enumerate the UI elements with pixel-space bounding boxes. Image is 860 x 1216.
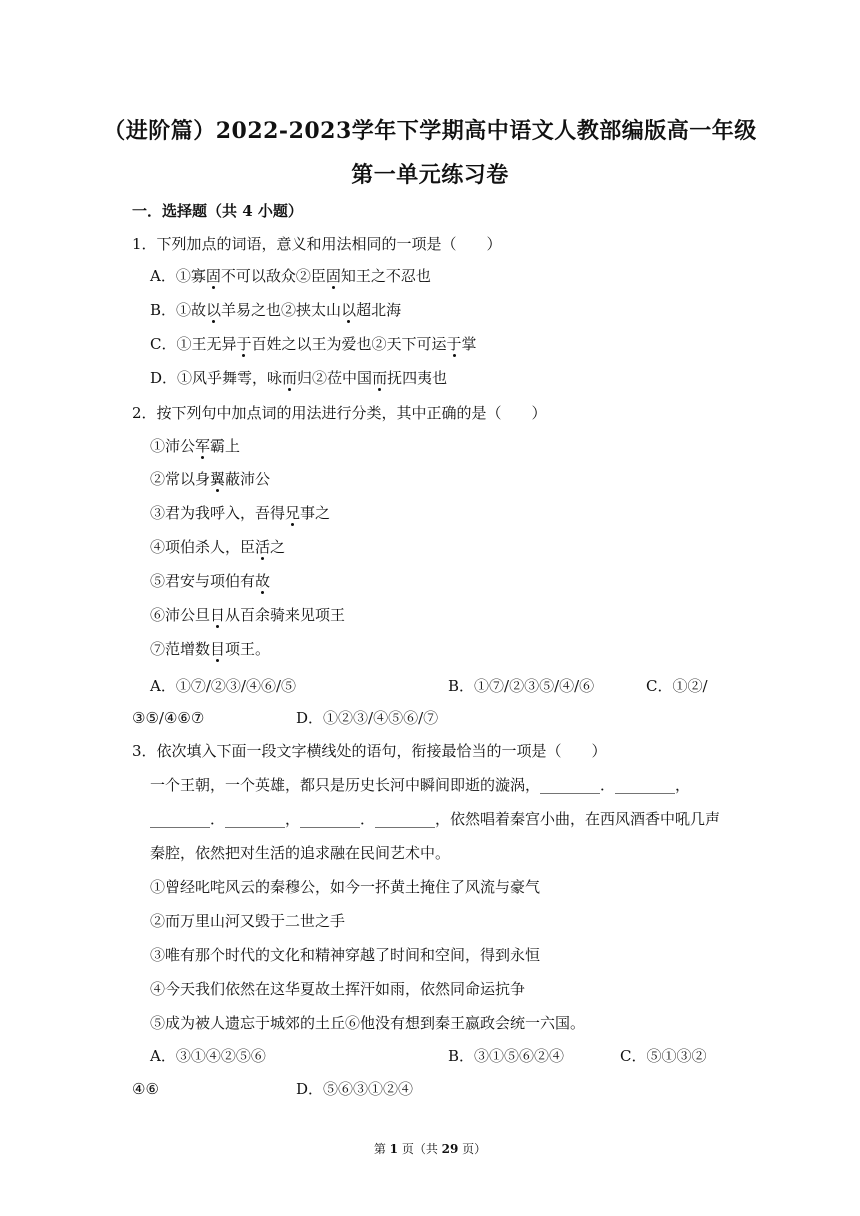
q3-option-a: A．③①④②⑤⑥: [150, 1047, 266, 1065]
page-footer: 第 1 页（共 29 页）: [373, 1142, 487, 1156]
q2-item: ⑥沛公旦日从百余骑来见项王: [150, 606, 346, 624]
q1-option-c: C．①王无异于百姓之以王为爱也②天下可运于掌: [150, 335, 477, 353]
page-total: 29: [441, 1142, 459, 1156]
q3-option-c-continued: ④⑥: [132, 1080, 159, 1098]
q3-option-b: B．③①⑤⑥②④: [448, 1047, 565, 1065]
q2-item: ⑦范增数目项王。: [150, 640, 271, 658]
q3-item: ①曾经叱咤风云的秦穆公，如今一抔黄土掩住了风流与豪气: [150, 878, 541, 896]
q1-option-b: B．①故以羊易之也②挟太山以超北海: [150, 301, 402, 319]
q2-option-b: B．①⑦/②③⑤/④/⑥: [448, 677, 595, 695]
q2-item: ①沛公军霸上: [150, 437, 241, 455]
page-number: 1: [389, 1142, 398, 1156]
question-2-stem: 2．按下列句中加点词的用法进行分类，其中正确的是（ ）: [132, 404, 547, 422]
q2-option-c-continued: ③⑤/④⑥⑦: [132, 709, 205, 727]
q2-option-c: C．①②/: [646, 677, 708, 695]
q3-item: ②而万里山河又毁于二世之手: [150, 912, 346, 930]
q1-option-d: D．①风乎舞雩，咏而归②莅中国而抚四夷也: [150, 369, 448, 387]
question-1-stem: 1．下列加点的词语，意义和用法相同的一项是（ ）: [132, 235, 502, 253]
section-heading: 一．选择题（共 4 小题）: [132, 202, 303, 220]
q2-item: ⑤君安与项伯有故: [150, 572, 271, 590]
q2-item: ④项伯杀人，臣活之: [150, 538, 286, 556]
page-title-line2: 第一单元练习卷: [351, 162, 509, 188]
q3-option-d: D．⑤⑥③①②④: [296, 1080, 414, 1098]
q2-option-d: D．①②③/④⑤⑥/⑦: [296, 709, 439, 727]
question-3-stem: 3．依次填入下面一段文字横线处的语句，衔接最恰当的一项是（ ）: [132, 742, 607, 760]
q3-item: ④今天我们依然在这华夏故土挥汗如雨，依然同命运抗争: [150, 980, 526, 998]
q3-passage-line2: ________．________，________．________，依然唱着秦宫小曲，在西风酒香中吼几声: [150, 810, 721, 828]
q3-passage-line3: 秦腔，依然把对生活的追求融在民间艺术中。: [150, 844, 451, 862]
page-title-line1: （进阶篇）2022-2023学年下学期高中语文人教部编版高一年级: [103, 118, 757, 144]
q3-item: ③唯有那个时代的文化和精神穿越了时间和空间，得到永恒: [150, 946, 541, 964]
q2-option-a: A．①⑦/②③/④⑥/⑤: [150, 677, 296, 695]
q3-item: ⑤成为被人遗忘于城郊的土丘⑥他没有想到秦王嬴政会统一六国。: [150, 1014, 586, 1032]
q2-item: ③君为我呼入，吾得兄事之: [150, 504, 331, 522]
q3-option-c: C．⑤①③②: [620, 1047, 707, 1065]
q2-item: ②常以身翼蔽沛公: [150, 470, 271, 488]
q1-option-a: A．①寡固不可以敌众②臣固知王之不忍也: [150, 267, 431, 285]
q3-passage-line1: 一个王朝，一个英雄，都只是历史长河中瞬间即逝的漩涡，________．________，: [150, 776, 691, 794]
